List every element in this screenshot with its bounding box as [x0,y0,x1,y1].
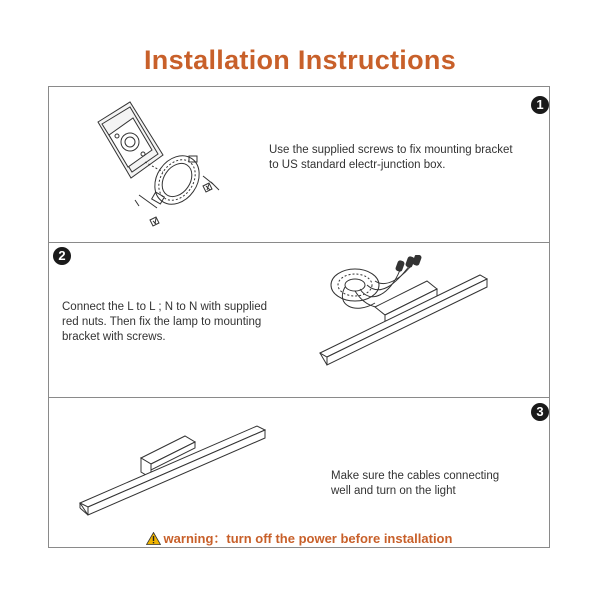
warning-text: warning：turn off the power before installation [163,531,453,546]
step-3-number: 3 [531,403,549,421]
warning-note [48,528,550,547]
warning-triangle-icon [146,532,161,545]
wiring-lamp-illustration [315,255,495,370]
step-3-text-line: Make sure the cables connecting [331,470,500,482]
panel-divider [48,397,550,398]
step-2-text-line: bracket with screws. [62,331,166,343]
installed-lamp-illustration [75,418,275,523]
step-2-text-line: Connect the L to L ; N to N with supplied [62,301,267,313]
panel-divider [48,242,550,243]
step-1-text [269,143,513,173]
step-3-text-line: well and turn on the light [331,485,456,497]
step-1-text-line: to US standard electr-junction box. [269,159,446,171]
step-1-number: 1 [531,96,549,114]
step-2-number: 2 [53,247,71,265]
step-3-text [331,469,499,499]
step-2-text [62,300,267,345]
step-2-text-line: red nuts. Then fix the lamp to mounting [62,316,262,328]
junction-box-bracket-illustration [95,100,235,235]
page-title: Installation Instructions [143,45,457,75]
step-1-text-line: Use the supplied screws to fix mounting bracket [269,144,513,156]
